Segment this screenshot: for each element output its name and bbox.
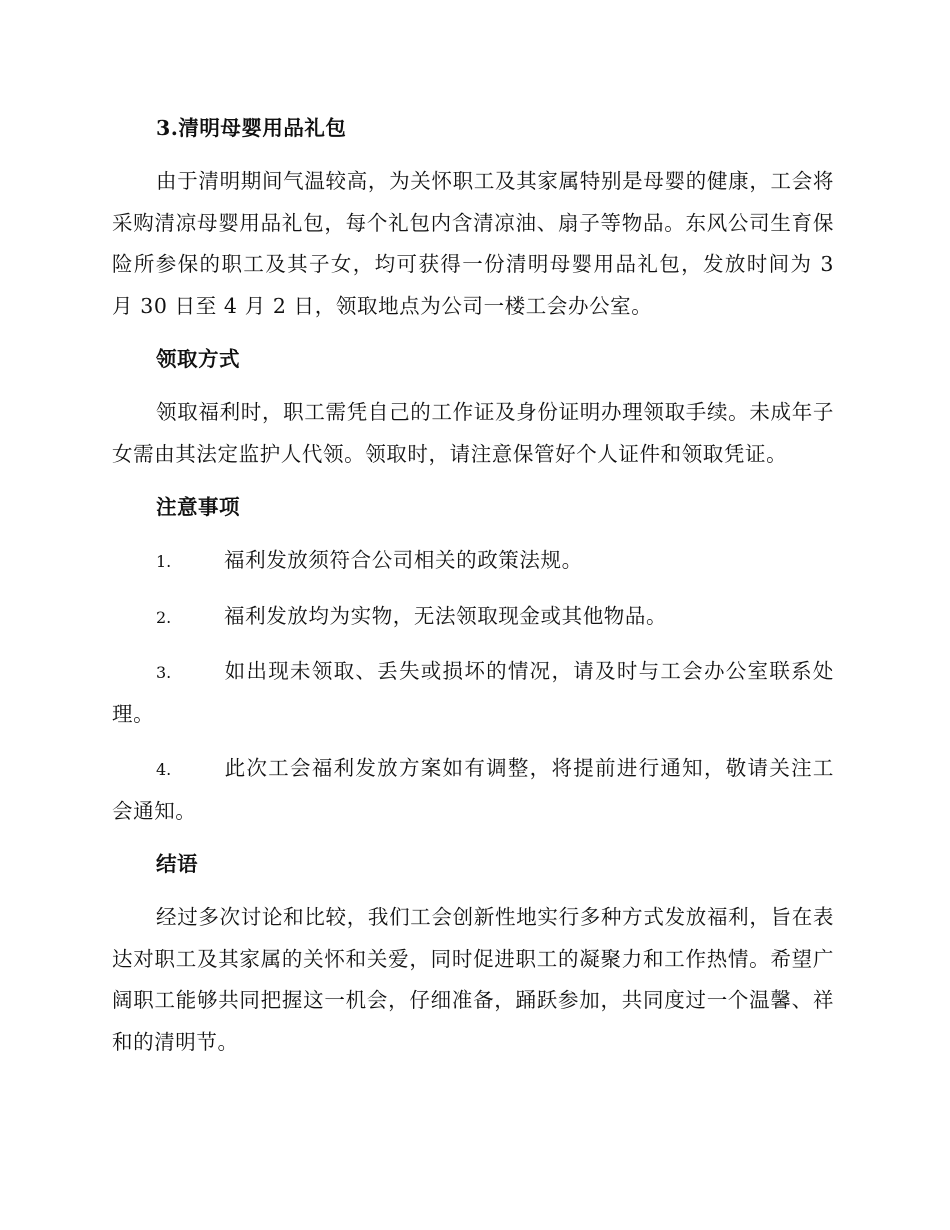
paragraph-conclusion: 经过多次讨论和比较，我们工会创新性地实行多种方式发放福利，旨在表达对职工及其家属的关怀和关爱，同时促进职工的凝聚力和工作热情。希望广阔职工能够共同把握这一机会，仔细准备，踊跃参加，共同度过一个温馨、祥和的清明节。: [112, 905, 834, 1054]
section-heading-conclusion: 结语: [156, 852, 198, 876]
list-text: 福利发放须符合公司相关的政策法规。: [224, 548, 583, 572]
list-item: [112, 596, 834, 639]
document-page: [112, 108, 834, 1063]
section-heading-notes: 注意事项: [156, 495, 240, 519]
list-number: 2.: [156, 607, 172, 627]
list-number: 3.: [156, 663, 172, 682]
list-text: 如出现未领取、丢失或损坏的情况，请及时与工会办公室联系处理。: [112, 659, 834, 726]
list-item: [112, 651, 834, 735]
list-number: 1.: [156, 552, 172, 571]
section-heading-gift-pack: 3.清明母婴用品礼包: [156, 116, 347, 140]
section-heading-method: 领取方式: [156, 347, 240, 371]
list-number: 4.: [156, 760, 172, 779]
paragraph-gift-pack: 由于清明期间气温较高，为关怀职工及其家属特别是母婴的健康，工会将采购清凉母婴用品礼包，每个礼包内含清凉油、扇子等物品。东风公司生育保险所参保的职工及其子女，均可获得一份清明母婴用品礼包，发放时间为 3 月 30 日至 4 月 2 日，领取地点为公司一楼工会办公室。: [112, 169, 834, 318]
list-item: [112, 748, 834, 832]
paragraph-method: 领取福利时，职工需凭自己的工作证及身份证明办理领取手续。未成年子女需由其法定监护人代领。领取时，请注意保管好个人证件和领取凭证。: [112, 400, 834, 466]
list-text: 福利发放均为实物，无法领取现金或其他物品。: [224, 603, 668, 628]
list-text: 此次工会福利发放方案如有调整，将提前进行通知，敬请关注工会通知。: [112, 756, 834, 823]
list-item: [112, 540, 834, 583]
